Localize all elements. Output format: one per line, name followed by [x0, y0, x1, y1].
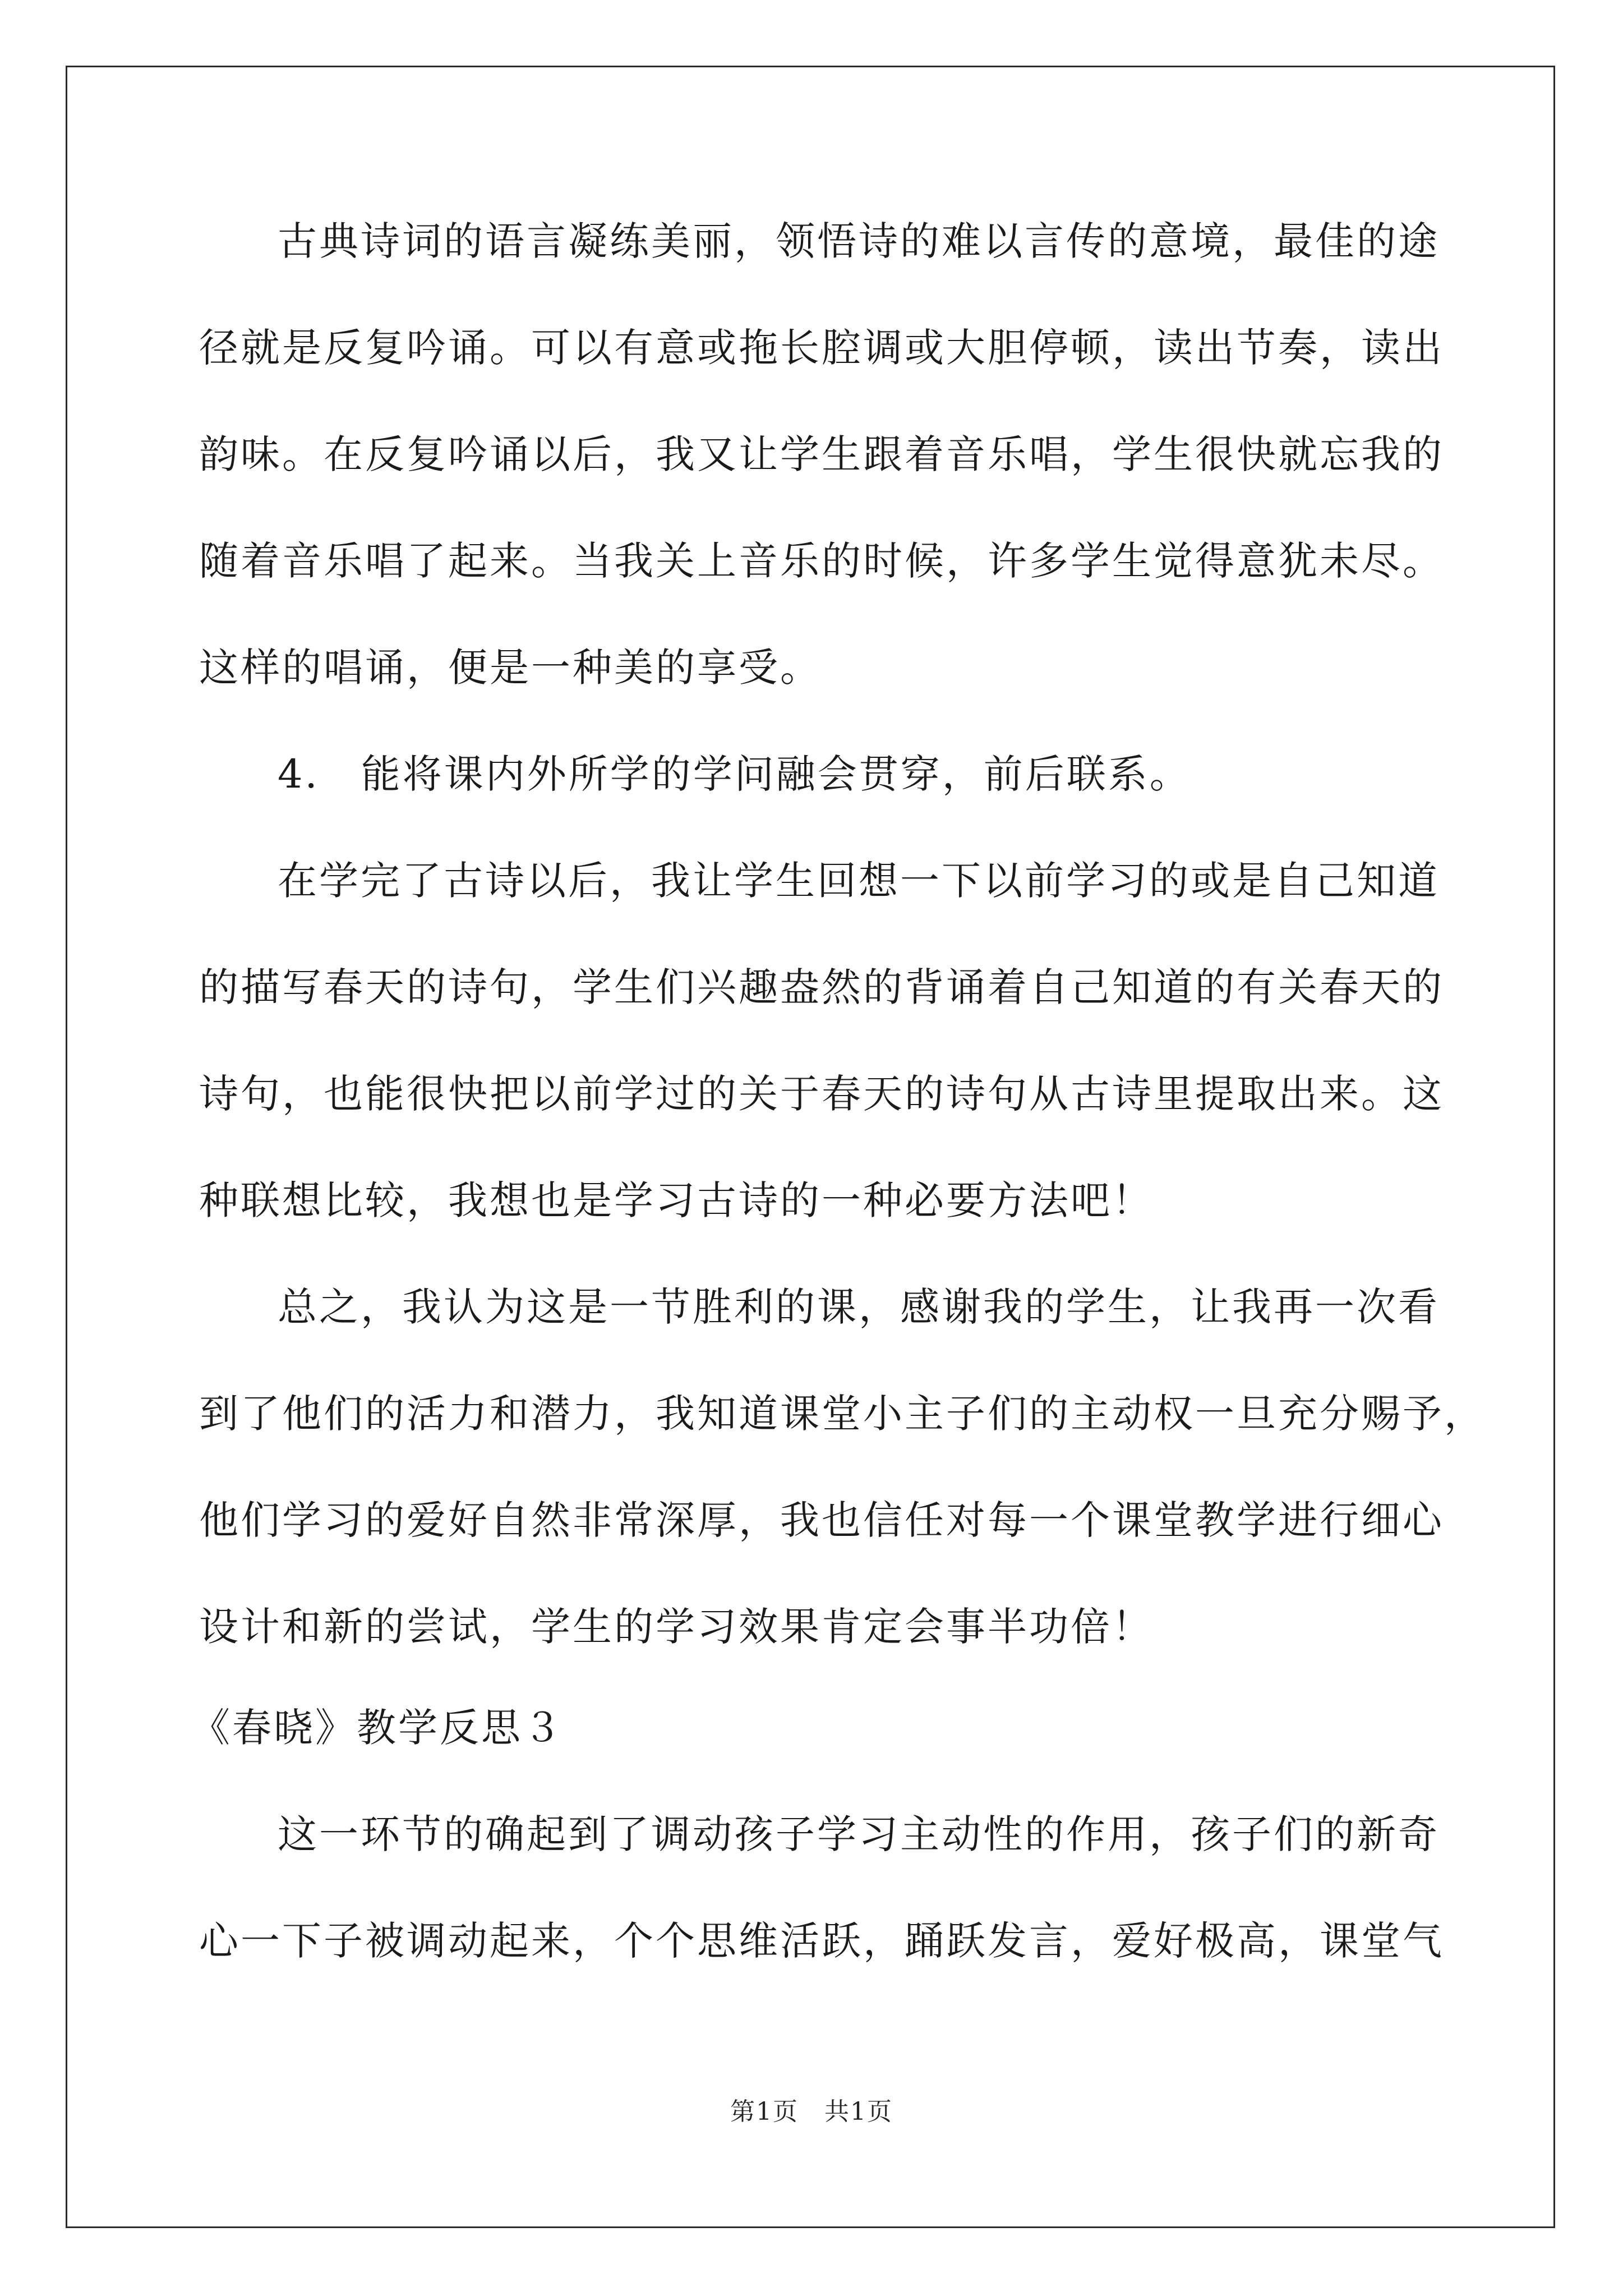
paragraph-line: 心一下子被调动起来，个个思维活跃，踊跃发言，爱好极高，课堂气 [199, 1918, 1444, 1964]
paragraph-line: 径就是反复吟诵。可以有意或拖长腔调或大胆停顿，读出节奏，读出 [199, 325, 1444, 371]
paragraph-line: 在学完了古诗以后，我让学生回想一下以前学习的或是自己知道 [278, 858, 1440, 904]
paragraph-line: 这一环节的确起到了调动孩子学习主动性的作用，孩子们的新奇 [278, 1811, 1440, 1857]
paragraph-line: 的描写春天的诗句，学生们兴趣盎然的背诵着自己知道的有关春天的 [199, 964, 1444, 1010]
paragraph-line: 诗句，也能很快把以前学过的关于春天的诗句从古诗里提取出来。这 [199, 1071, 1444, 1117]
list-item-heading: 4. 能将课内外所学的学问融会贯穿，前后联系。 [278, 751, 1191, 797]
paragraph-line: 这样的唱诵，便是一种美的享受。 [199, 645, 822, 691]
section-heading: 《春晓》教学反思３ [191, 1705, 564, 1751]
paragraph-line: 总之，我认为这是一节胜利的课，感谢我的学生，让我再一次看 [278, 1284, 1440, 1330]
paragraph-line: 到了他们的活力和潜力，我知道课堂小主子们的主动权一旦充分赐予， [199, 1391, 1486, 1437]
paragraph-line: 古典诗词的语言凝练美丽，领悟诗的难以言传的意境，最佳的途 [278, 218, 1440, 264]
paragraph-line: 他们学习的爱好自然非常深厚，我也信任对每一个课堂教学进行细心 [199, 1497, 1444, 1543]
page-footer: 第1页 共1页 [730, 2097, 893, 2126]
paragraph-line: 种联想比较，我想也是学习古诗的一种必要方法吧！ [199, 1177, 1154, 1223]
page-border [66, 66, 1555, 2228]
paragraph-line: 设计和新的尝试，学生的学习效果肯定会事半功倍！ [199, 1604, 1154, 1650]
paragraph-line: 随着音乐唱了起来。当我关上音乐的时候，许多学生觉得意犹未尽。 [199, 538, 1444, 584]
paragraph-line: 韵味。在反复吟诵以后，我又让学生跟着音乐唱，学生很快就忘我的 [199, 431, 1444, 477]
